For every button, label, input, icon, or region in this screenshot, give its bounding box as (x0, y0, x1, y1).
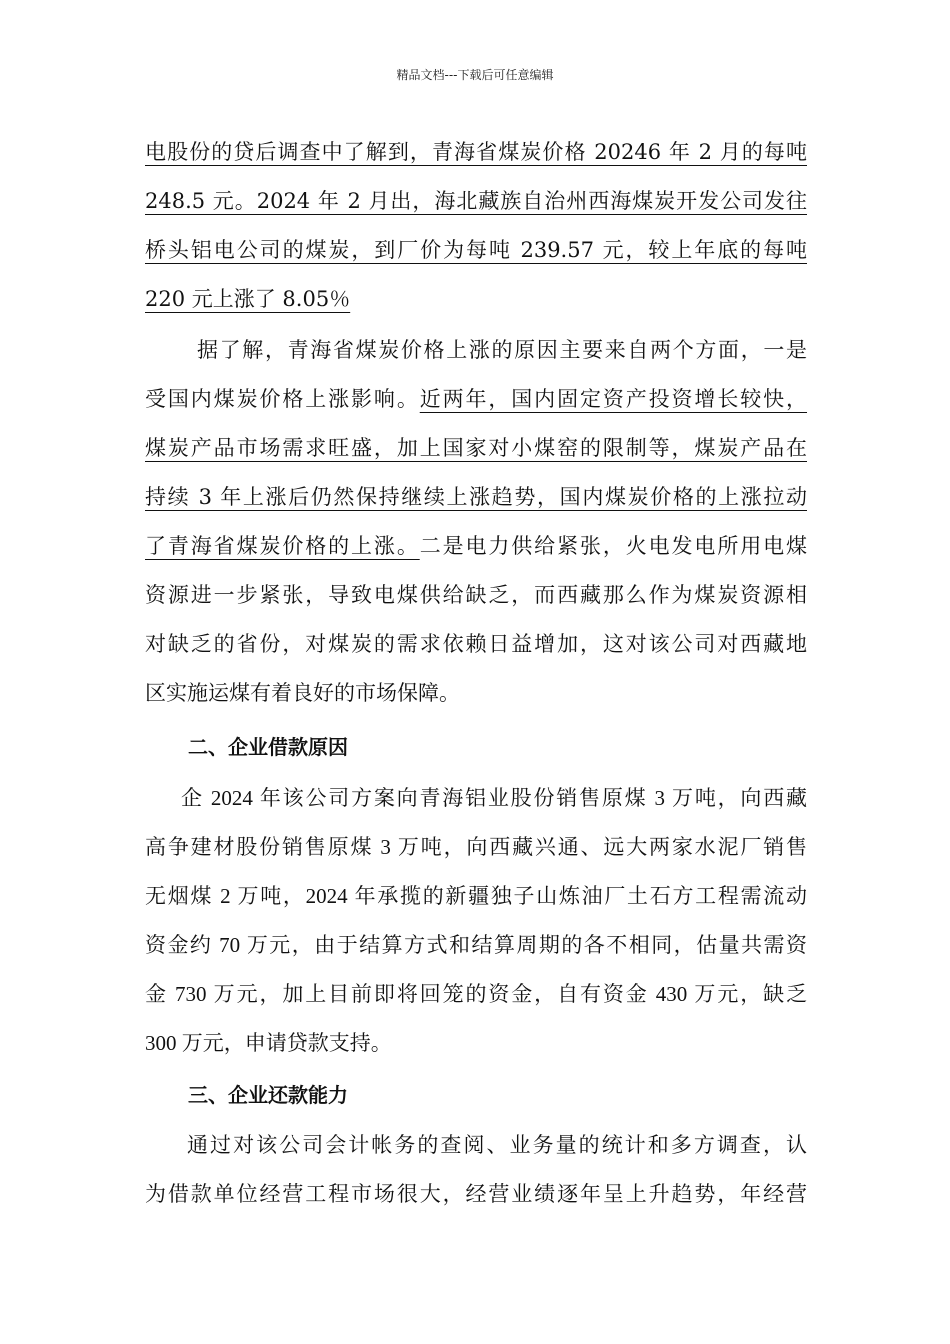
paragraph-loan-reason (145, 774, 807, 1068)
paragraph-price-report (145, 128, 807, 324)
text-line: 持续 3 年上涨后仍然保持继续上涨趋势，国内煤炭价格的上涨拉动 (145, 485, 807, 509)
text-line: 为借款单位经营工程市场很大，经营业绩逐年呈上升趋势，年经营 (145, 1182, 807, 1206)
text-line: 金 730 万元，加上目前即将回笼的资金，自有资金 430 万元，缺乏 (145, 982, 807, 1006)
text-line: 桥头铝电公司的煤炭，到厂价为每吨 239.57 元，较上年底的每吨 (145, 238, 807, 262)
section-heading-repayment-ability: 三、企业还款能力 (188, 1083, 348, 1107)
text-line: 煤炭产品市场需求旺盛，加上国家对小煤窑的限制等，煤炭产品在 (145, 436, 807, 460)
text-line (145, 522, 807, 571)
text-line-underlined: 220 元上涨了 8.05％ (145, 287, 351, 311)
text-segment-underlined: 近两年，国内固定资产投资增长较快， (419, 387, 808, 411)
text-segment: 二是电力供给紧张，火电发电所用电煤 (419, 534, 808, 558)
text-line: 248.5 元。2024 年 2 月出，海北藏族自治州西海煤炭开发公司发往 (145, 189, 807, 213)
text-line: 通过对该公司会计帐务的查阅、业务量的统计和多方调查，认 (187, 1133, 807, 1157)
text-segment: 受国内煤炭价格上涨影响。 (145, 387, 420, 411)
text-line (145, 375, 807, 424)
text-line (145, 275, 807, 324)
text-line: 资源进一步紧张，导致电煤供给缺乏，而西藏那么作为煤炭资源相 (145, 583, 807, 607)
text-line: 据了解，青海省煤炭价格上涨的原因主要来自两个方面，一是 (197, 338, 807, 362)
paragraph-repayment-ability (145, 1121, 807, 1219)
text-line: 区实施运煤有着良好的市场保障。 (145, 681, 460, 705)
text-line: 300 万元，申请贷款支持。 (145, 1031, 392, 1055)
text-segment-underlined: 了青海省煤炭价格的上涨。 (145, 534, 420, 558)
text-line: 资金约 70 万元，由于结算方式和结算周期的各不相同，估量共需资 (145, 933, 807, 957)
text-line: 电股份的贷后调查中了解到，青海省煤炭价格 20246 年 2 月的每吨 (145, 140, 807, 164)
text-line: 高争建材股份销售原煤 3 万吨，向西藏兴通、远大两家水泥厂销售 (145, 835, 807, 859)
text-line: 无烟煤 2 万吨，2024 年承揽的新疆独子山炼油厂土石方工程需流动 (145, 884, 807, 908)
page-header: 精品文档---下载后可任意编辑 (396, 68, 554, 82)
section-heading-loan-reason: 二、企业借款原因 (188, 735, 348, 759)
text-line: 对缺乏的省份，对煤炭的需求依赖日益增加，这对该公司对西藏地 (145, 632, 807, 656)
text-line: 企 2024 年该公司方案向青海铝业股份销售原煤 3 万吨，向西藏 (181, 786, 807, 810)
paragraph-price-reasons (145, 326, 807, 718)
